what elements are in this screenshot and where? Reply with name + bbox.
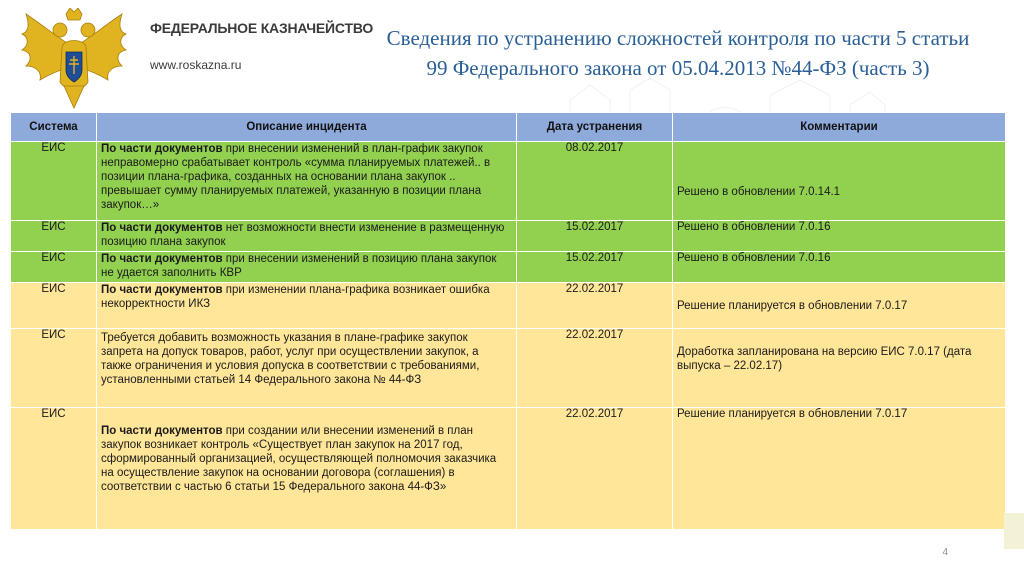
desc-bold: По части документов — [101, 253, 223, 265]
table-row — [11, 142, 1006, 221]
desc-text: нет возможности внести изменение в размещенную позицию плана закупок — [101, 222, 505, 248]
table-row — [11, 252, 1006, 283]
desc-text: при изменении плана-графика возникает ошибка некорректности ИКЗ — [101, 284, 490, 310]
desc-text: при внесении изменений в план-график закупок неправомерно срабатывает контроль «сумма планируемых платежей.. в позиции плана-графика, созданных на основании плана закупок .. превышает сумму планируемых платежей, указанную в позиции плана закупок…» — [101, 143, 491, 211]
desc-bold: По части документов — [101, 143, 223, 155]
desc-bold: По части документов — [101, 284, 223, 296]
cell-date: 22.02.2017 — [517, 283, 673, 329]
table-row — [11, 283, 1006, 329]
desc-bold: По части документов — [101, 425, 223, 437]
cell-description — [97, 329, 517, 408]
cell-description — [97, 142, 517, 221]
cell-comment: Решение планируется в обновлении 7.0.17 — [673, 408, 1006, 530]
cell-comment: Решение планируется в обновлении 7.0.17 — [673, 283, 1006, 329]
header-description: Описание инцидента — [97, 113, 517, 142]
header-comment: Комментарии — [673, 113, 1006, 142]
cell-comment: Решено в обновлении 7.0.16 — [673, 221, 1006, 252]
cell-date: 08.02.2017 — [517, 142, 673, 221]
cell-comment: Решено в обновлении 7.0.16 — [673, 252, 1006, 283]
cell-comment: Доработка запланирована на версию ЕИС 7.0.17 (дата выпуска – 22.02.17) — [673, 329, 1006, 408]
incidents-table — [10, 112, 1006, 530]
header-system: Система — [11, 113, 97, 142]
cell-date: 22.02.2017 — [517, 408, 673, 530]
cell-description — [97, 252, 517, 283]
desc-bold: По части документов — [101, 222, 223, 234]
cell-system: ЕИС — [11, 142, 97, 221]
organization-name: ФЕДЕРАЛЬНОЕ КАЗНАЧЕЙСТВО — [150, 20, 374, 36]
cell-system: ЕИС — [11, 283, 97, 329]
cell-date: 15.02.2017 — [517, 221, 673, 252]
desc-text: при внесении изменений в позицию плана закупок не удается заполнить КВР — [101, 253, 497, 279]
cell-system: ЕИС — [11, 329, 97, 408]
cell-date: 22.02.2017 — [517, 329, 673, 408]
emblem-logo — [18, 8, 130, 110]
decorative-side-strip — [1004, 513, 1024, 549]
organization-website[interactable]: www.roskazna.ru — [150, 58, 242, 72]
cell-system: ЕИС — [11, 252, 97, 283]
page-title-line2: 99 Федерального закона от 05.04.2013 №44-ФЗ (часть 3) — [426, 56, 930, 80]
cell-system: ЕИС — [11, 221, 97, 252]
table-row — [11, 329, 1006, 408]
table-header-row — [11, 113, 1006, 142]
table-row — [11, 221, 1006, 252]
cell-description — [97, 408, 517, 530]
desc-text: при создании или внесении изменений в план закупок возникает контроль «Существует план закупок на 2017 год, сформированный организацией, осуществляющей полномочия заказчика на осуществление закупок на основании договора (соглашения) в соответствии с частью 6 статьи 15 Федерального закона 44-ФЗ» — [101, 425, 497, 493]
cell-date: 15.02.2017 — [517, 252, 673, 283]
table-row — [11, 408, 1006, 530]
cell-description — [97, 283, 517, 329]
cell-comment: Решено в обновлении 7.0.14.1 — [673, 142, 1006, 221]
cell-system: ЕИС — [11, 408, 97, 530]
desc-text: Требуется добавить возможность указания в плане-графике закупок запрета на допуск товаров, работ, услуг при осуществлении закупок, а также ограничения и условия допуска в соответствии с требованиями, установленными статьей 14 Федерального закона № 44-ФЗ — [101, 332, 480, 386]
cell-description — [97, 221, 517, 252]
page-title-line1: Сведения по устранению сложностей контроля по части 5 статьи — [386, 26, 970, 50]
header-date: Дата устранения — [517, 113, 673, 142]
page-number: 4 — [942, 547, 948, 558]
